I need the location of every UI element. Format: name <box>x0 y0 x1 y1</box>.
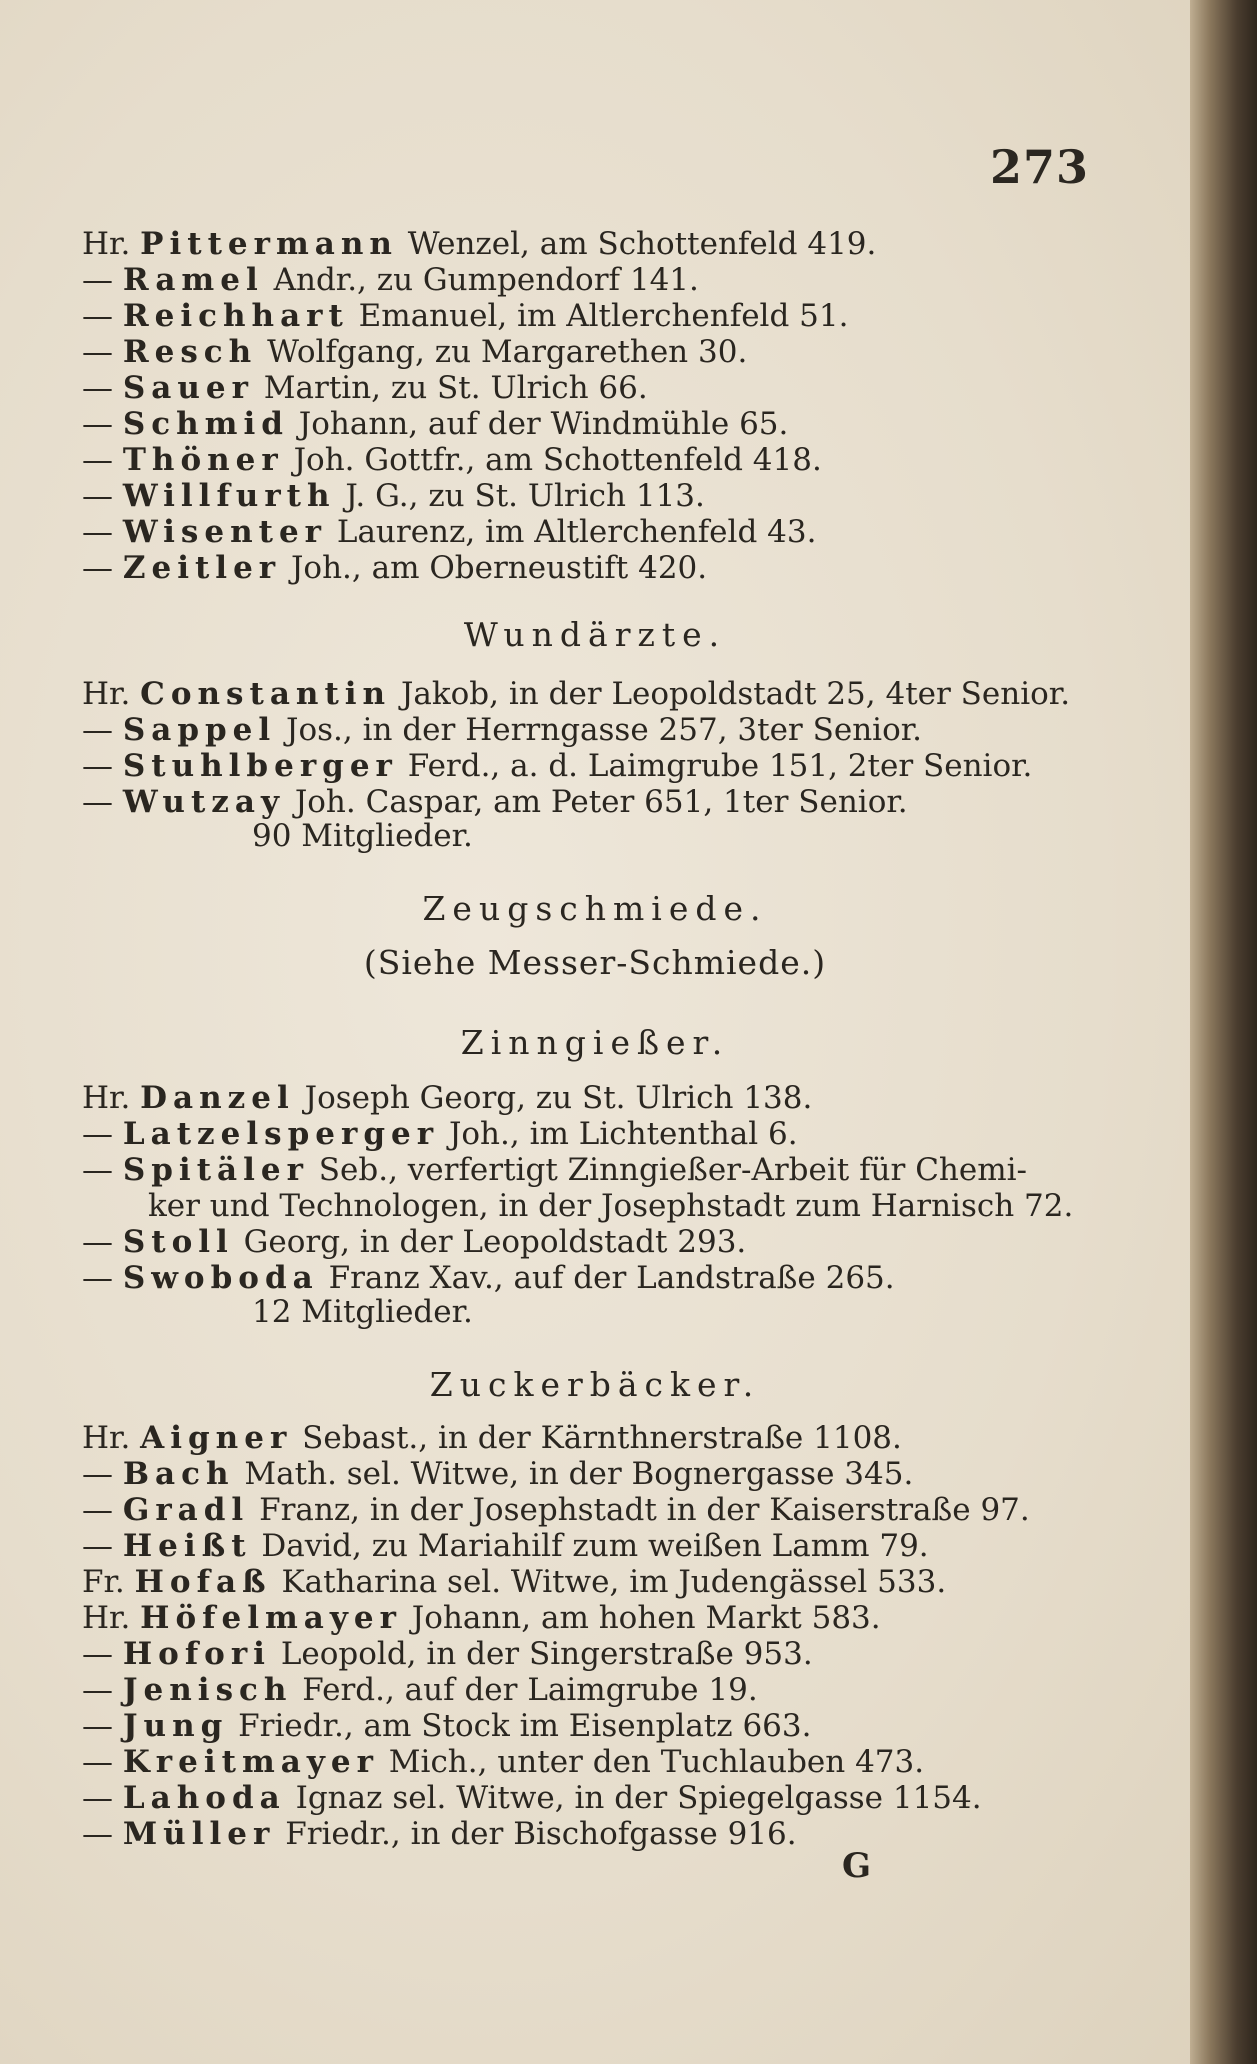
entry-line: — Bach Math. sel. Witwe, in der Bognergasse 345. <box>82 1456 914 1492</box>
member-count: 12 Mitglieder. <box>252 1294 473 1330</box>
entry-line: — Reichhart Emanuel, im Altlerchenfeld 51. <box>82 298 849 334</box>
entry-line: — Wisenter Laurenz, im Altlerchenfeld 43. <box>82 514 817 550</box>
entry-line: — Lahoda Ignaz sel. Witwe, in der Spiegelgasse 1154. <box>82 1780 982 1816</box>
entry-line: — Kreitmayer Mich., unter den Tuchlauben 473. <box>82 1744 925 1780</box>
entry-line: — Thöner Joh. Gottfr., am Schottenfeld 418. <box>82 442 822 478</box>
entry-line: — Zeitler Joh., am Oberneustift 420. <box>82 550 708 586</box>
entry-line: — Jenisch Ferd., auf der Laimgrube 19. <box>82 1672 758 1708</box>
entry-line: — Wutzay Joh. Caspar, am Peter 651, 1ter Senior. <box>82 784 908 820</box>
entry-line: — Hofori Leopold, in der Singerstraße 953. <box>82 1636 813 1672</box>
entry-line: Hr. Constantin Jakob, in der Leopoldstadt 25, 4ter Senior. <box>82 676 1071 712</box>
section-heading-zuckerbaecker: Zuckerbäcker. <box>429 1365 761 1404</box>
entry-line: — Stuhlberger Ferd., a. d. Laimgrube 151, 2ter Senior. <box>82 748 1033 784</box>
entry-line: — Resch Wolfgang, zu Margarethen 30. <box>82 334 748 370</box>
entry-line: — Latzelsperger Joh., im Lichtenthal 6. <box>82 1116 798 1152</box>
section-heading-zeugschmiede: Zeugschmiede. <box>422 889 768 928</box>
book-binding-edge <box>1190 0 1257 2064</box>
entry-line: — Müller Friedr., in der Bischofgasse 916. <box>82 1816 797 1852</box>
entry-line: — Heißt David, zu Mariahilf zum weißen Lamm 79. <box>82 1528 929 1564</box>
entry-line: Hr. Pittermann Wenzel, am Schottenfeld 419. <box>82 226 877 262</box>
entry-line: — Willfurth J. G., zu St. Ulrich 113. <box>82 478 705 514</box>
page-number: 273 <box>990 140 1090 194</box>
entry-line: — Stoll Georg, in der Leopoldstadt 293. <box>82 1224 747 1260</box>
catchword: G <box>842 1846 872 1886</box>
member-count: 90 Mitglieder. <box>252 818 473 854</box>
entry-line: Hr. Aigner Sebast., in der Kärnthnerstraße 1108. <box>82 1420 902 1456</box>
section-heading-zinngiesser: Zinngießer. <box>460 1023 730 1062</box>
entry-line: Fr. Hofaß Katharina sel. Witwe, im Judengässel 533. <box>82 1564 947 1600</box>
see-reference: (Siehe Messer-Schmiede.) <box>363 943 827 982</box>
entry-line: — Jung Friedr., am Stock im Eisenplatz 663. <box>82 1708 812 1744</box>
entry-line: — Sauer Martin, zu St. Ulrich 66. <box>82 370 648 406</box>
entry-line: — Spitäler Seb., verfertigt Zinngießer-Arbeit für Chemi- <box>82 1152 1028 1188</box>
entry-line: — Swoboda Franz Xav., auf der Landstraße 265. <box>82 1260 895 1296</box>
entry-line: Hr. Danzel Joseph Georg, zu St. Ulrich 138. <box>82 1080 813 1116</box>
entry-line: — Gradl Franz, in der Josephstadt in der Kaiserstraße 97. <box>82 1492 1030 1528</box>
entry-line: — Sappel Jos., in der Herrngasse 257, 3ter Senior. <box>82 712 923 748</box>
entry-line: Hr. Höfelmayer Johann, am hohen Markt 583. <box>82 1600 881 1636</box>
entry-line: — Schmid Johann, auf der Windmühle 65. <box>82 406 789 442</box>
entry-continuation: ker und Technologen, in der Josephstadt zum Harnisch 72. <box>148 1188 1074 1224</box>
section-heading-wundaerzte: Wundärzte. <box>463 615 727 654</box>
entry-line: — Ramel Andr., zu Gumpendorf 141. <box>82 262 699 298</box>
